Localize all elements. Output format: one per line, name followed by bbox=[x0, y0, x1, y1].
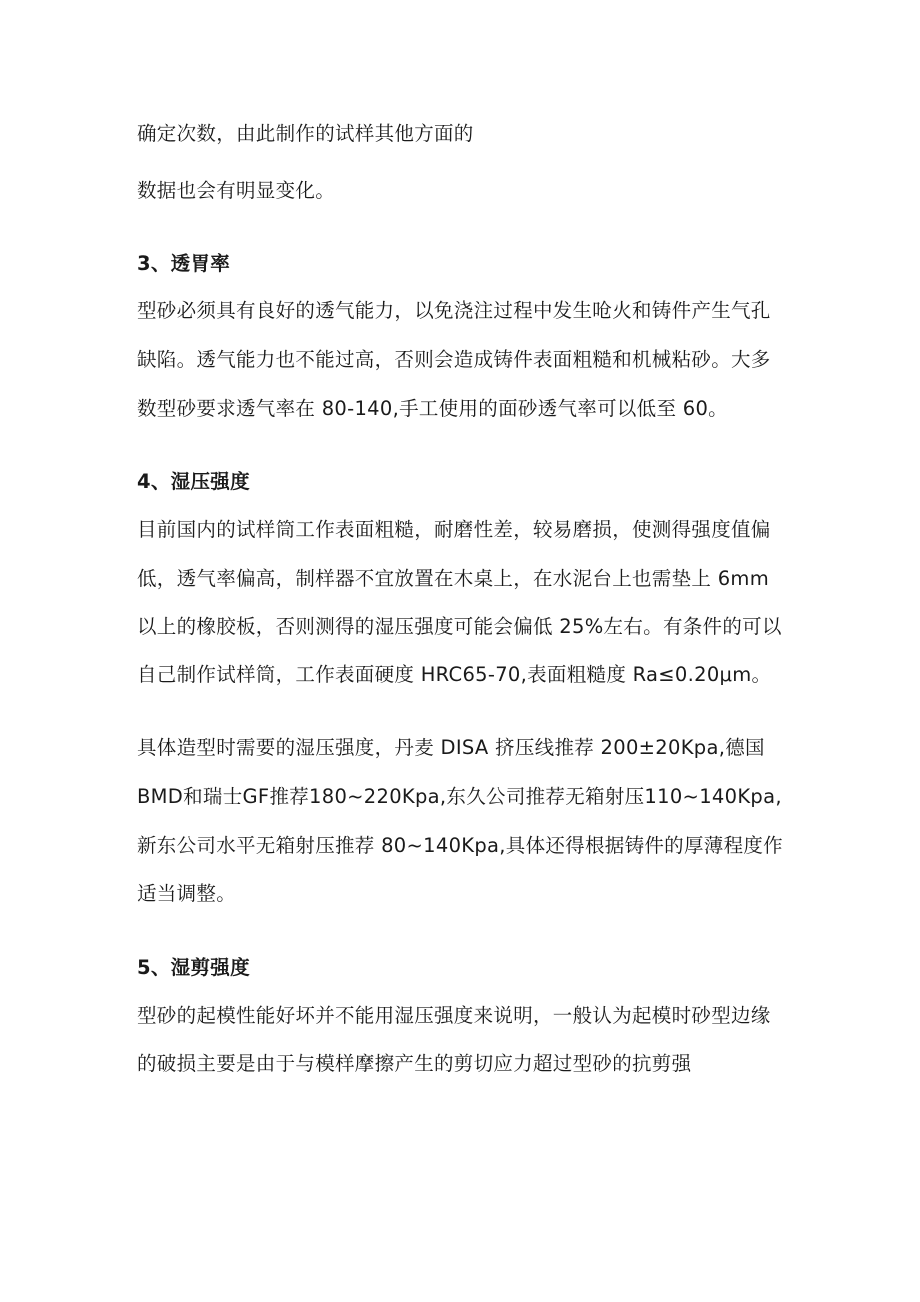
section-heading-4: 4、湿压强度 bbox=[137, 470, 250, 493]
paragraph-line: 的破损主要是由于与模样摩擦产生的剪切应力超过型砂的抗剪强 bbox=[137, 1052, 692, 1075]
section-heading-3: 3、透胃率 bbox=[137, 252, 231, 275]
paragraph-line: 自己制作试样筒，工作表面硬度 HRC65-70,表面粗糙度 Ra≤0.20μm。 bbox=[137, 663, 772, 686]
paragraph-line: 具体造型时需要的湿压强度，丹麦 DISA 挤压线推荐 200±20Kpa,德国 bbox=[137, 736, 765, 759]
paragraph-line: 型砂的起模性能好坏并不能用湿压强度来说明，一般认为起模时砂型边缘 bbox=[137, 1004, 771, 1027]
paragraph-line: 型砂必须具有良好的透气能力，以免浇注过程中发生呛火和铸件产生气孔 bbox=[137, 299, 771, 322]
paragraph-line: 目前国内的试样筒工作表面粗糙，耐磨性差，较易磨损，使测得强度值偏 bbox=[137, 518, 771, 541]
paragraph-line: 缺陷。透气能力也不能过高，否则会造成铸件表面粗糙和机械粘砂。大多 bbox=[137, 348, 771, 371]
paragraph-line: 适当调整。 bbox=[137, 882, 237, 905]
paragraph-line: BMD和瑞士GF推荐180~220Kpa,东久公司推荐无箱射压110~140Kpa, bbox=[137, 785, 782, 808]
paragraph-line: 数型砂要求透气率在 80-140,手工使用的面砂透气率可以低至 60。 bbox=[137, 397, 728, 420]
paragraph-line: 以上的橡胶板，否则测得的湿压强度可能会偏低 25%左右。有条件的可以 bbox=[137, 615, 782, 638]
paragraph-line: 低，透气率偏高，制样器不宜放置在木桌上，在水泥台上也需垫上 6mm bbox=[137, 567, 769, 590]
paragraph-line: 新东公司水平无箱射压推荐 80~140Kpa,具体还得根据铸件的厚薄程度作 bbox=[137, 834, 783, 857]
section-heading-5: 5、湿剪强度 bbox=[137, 956, 250, 979]
paragraph-line: 数据也会有明显变化。 bbox=[137, 179, 336, 202]
paragraph-line: 确定次数，由此制作的试样其他方面的 bbox=[137, 122, 474, 145]
